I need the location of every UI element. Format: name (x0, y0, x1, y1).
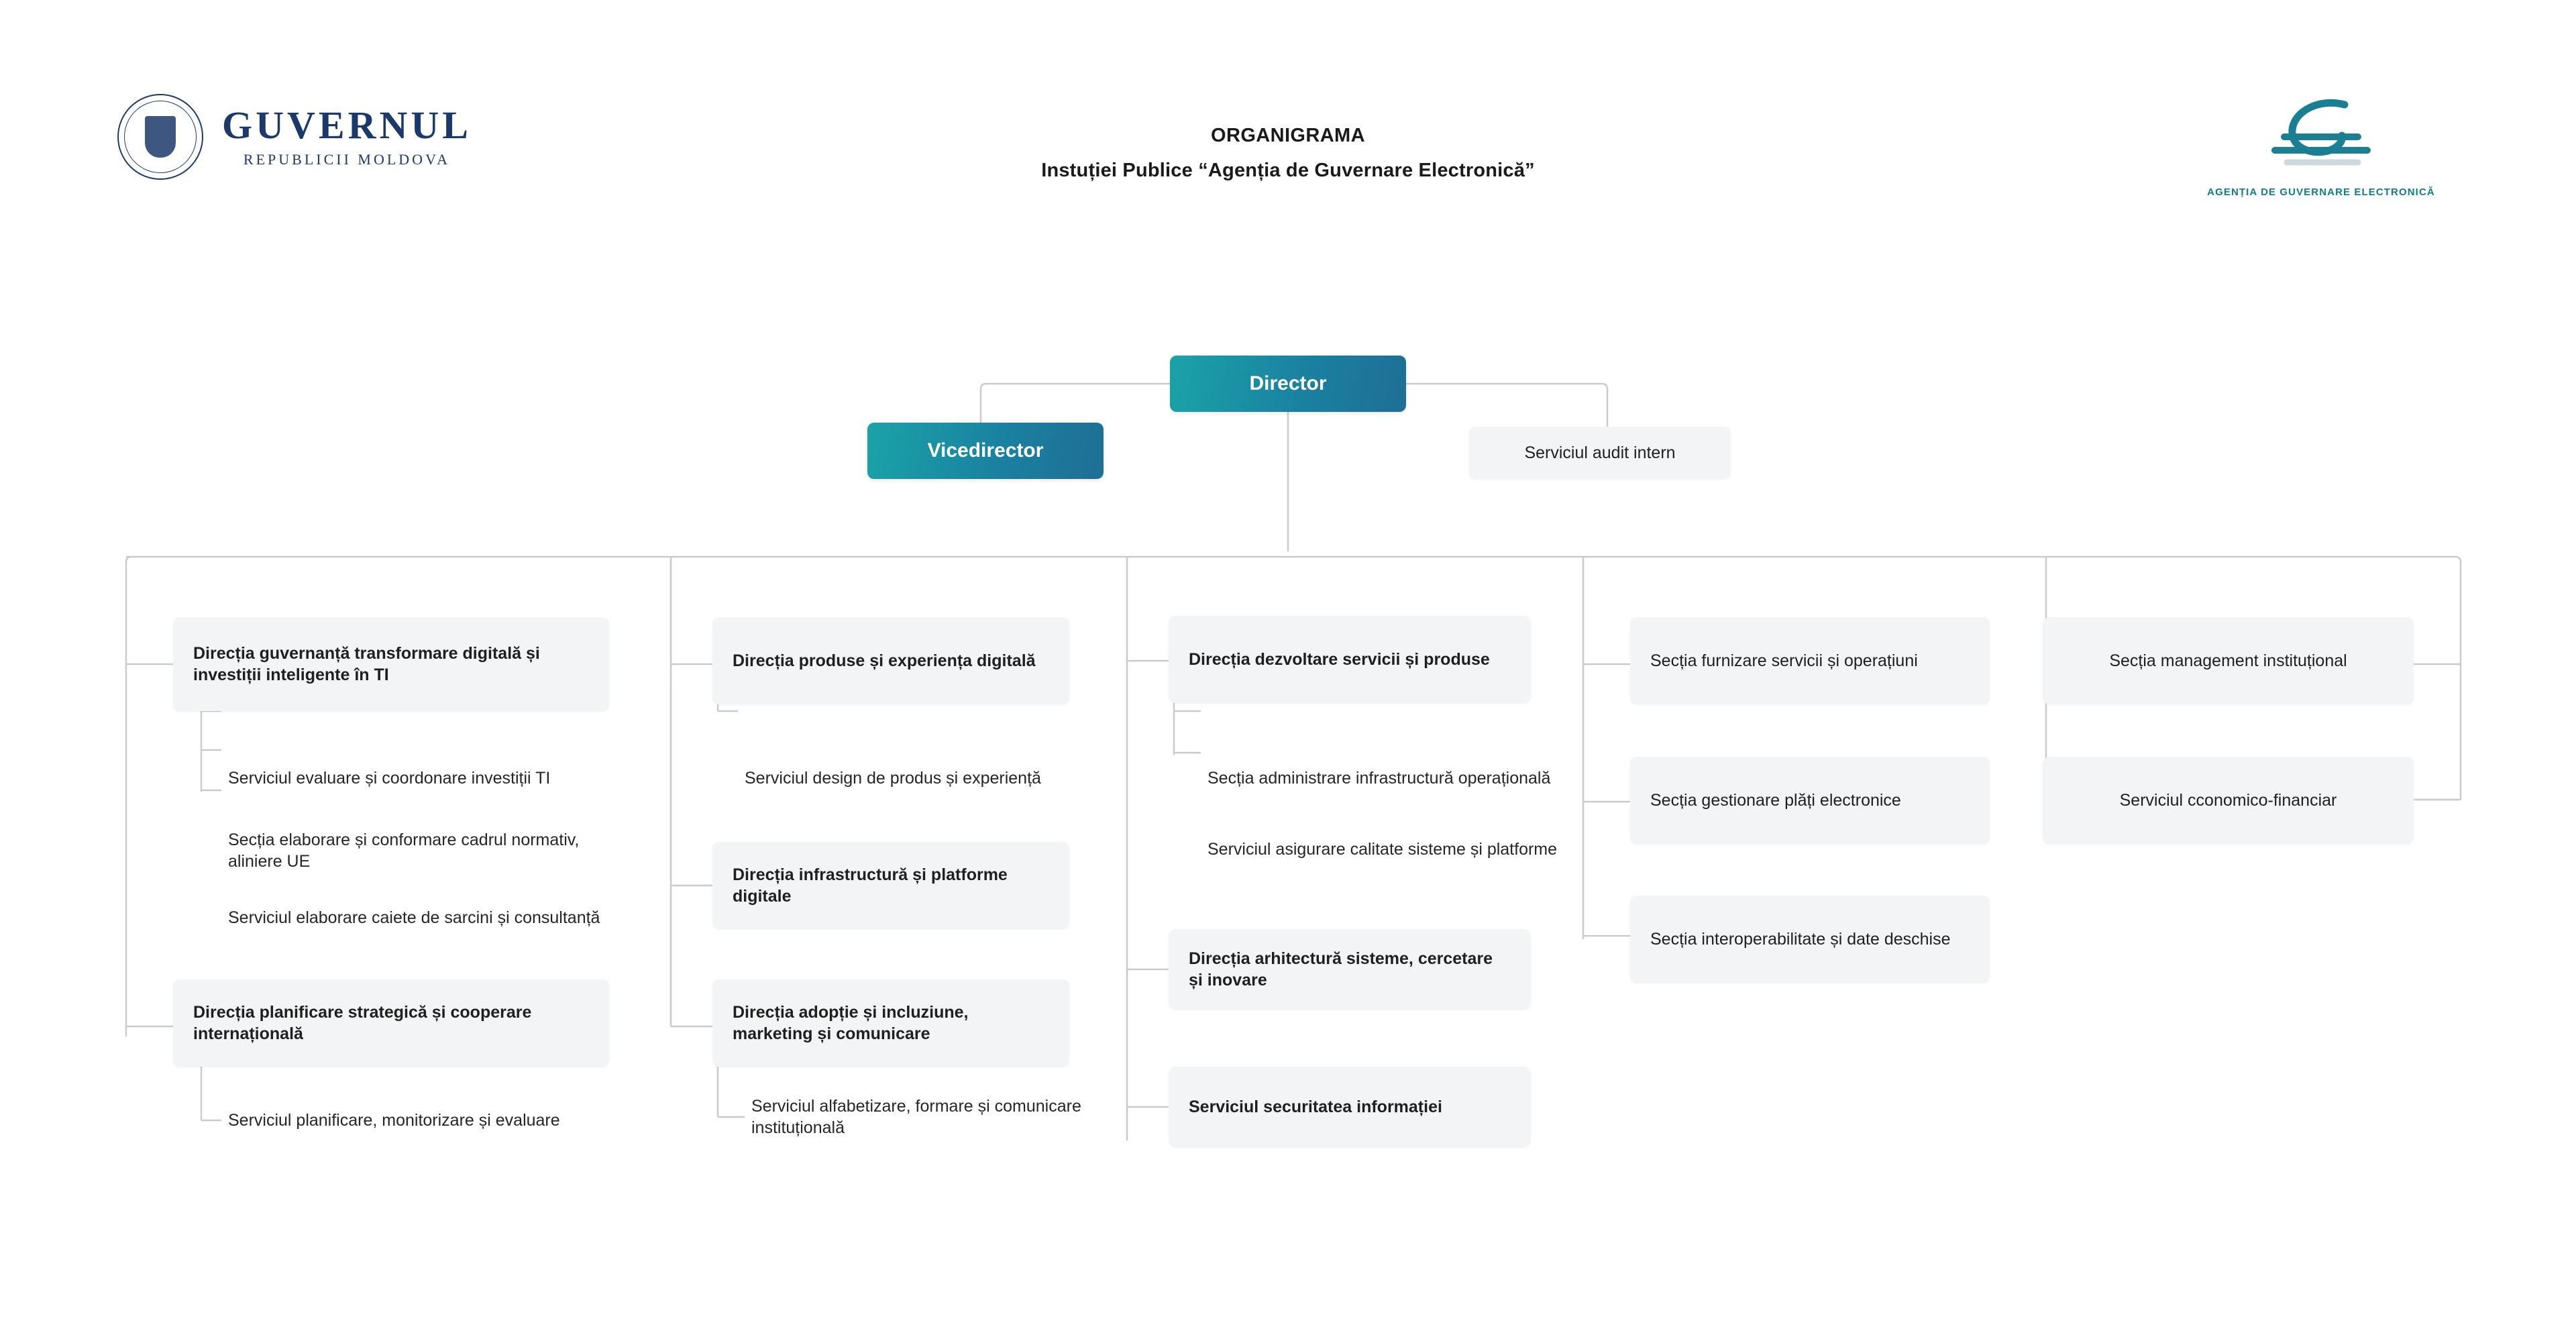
node-sectia-gestionare-plati-label: Secția gestionare plăți electronice (1650, 790, 1901, 810)
node-serviciul-planificare-monitorizare-label: Serviciul planificare, monitorizare și evaluare (228, 1110, 560, 1130)
node-directia-arhitectura-sisteme-label: Direcția arhitectură sisteme, cercetare și inovare (1189, 949, 1493, 990)
node-serviciul-securitatea-informatiei[interactable] (1169, 1067, 1531, 1147)
node-serviciul-securitatea-informatiei-label: Serviciul securitatea informației (1189, 1097, 1442, 1116)
node-directia-arhitectura-sisteme[interactable] (1169, 929, 1531, 1010)
government-logo-subtitle: REPUBLICII MOLDOVA (243, 151, 451, 168)
document-subtitle: Instuției Publice “Agenția de Guvernare Electronică” (1041, 160, 1535, 181)
node-sectia-administrare-infrastructura-label: Secția administrare infrastructură operațională (1208, 768, 1551, 788)
node-sectia-elaborare-cadru-normativ-label: Secția elaborare și conformare cadrul normativ, aliniere UE (228, 830, 580, 871)
node-serviciul-caiete-sarcini[interactable] (221, 892, 624, 943)
node-directia-guvernanta-label: Direcția guvernanță transformare digitală și investiții inteligente în TI (193, 643, 540, 684)
node-directia-dezvoltare-servicii-label: Direcția dezvoltare servicii și produse (1189, 649, 1490, 669)
node-director-label: Director (1249, 372, 1327, 394)
node-serviciul-asigurare-calitate-label: Serviciul asigurare calitate sisteme și platforme (1208, 839, 1558, 859)
node-sectia-elaborare-cadru-normativ[interactable] (221, 825, 624, 876)
node-vicedirector-label: Vicedirector (927, 439, 1044, 462)
node-directia-produse-experienta-label: Direcția produse și experiența digitală (733, 651, 1036, 670)
node-sectia-furnizare-servicii[interactable] (1630, 617, 1990, 704)
node-directia-produse-experienta[interactable] (712, 617, 1069, 704)
node-serviciul-design-produs[interactable] (738, 753, 1114, 804)
node-directia-planificare-strategica-label: Direcția planificare strategică și cooperare internațională (193, 1002, 532, 1043)
node-sectia-management-institutional-label: Secția management instituțional (2109, 651, 2347, 670)
node-directia-planificare-strategica[interactable] (173, 979, 609, 1067)
node-serviciul-design-produs-label: Serviciul design de produs și experiență (745, 768, 1041, 788)
node-serviciul-economico-financiar-label: Serviciul cconomico-financiar (2119, 790, 2337, 810)
node-serviciul-evaluare-investitii[interactable] (221, 753, 624, 804)
node-sectia-interoperabilitate-label: Secția interoperabilitate și date deschise (1650, 929, 1951, 949)
node-serviciul-asigurare-calitate[interactable] (1201, 824, 1576, 875)
node-serviciul-caiete-sarcini-label: Serviciul elaborare caiete de sarcini și consultanță (228, 908, 600, 927)
node-directia-adoptie-incluziune[interactable] (712, 979, 1069, 1067)
node-sectia-gestionare-plati[interactable] (1630, 757, 1990, 844)
node-directia-adoptie-incluziune-label: Direcția adopție și incluziune, marketing și comunicare (733, 1002, 969, 1043)
agency-logo-caption: AGENȚIA DE GUVERNARE ELECTRONICĂ (2207, 186, 2435, 198)
government-logo-title: GUVERNUL (222, 103, 472, 147)
node-sectia-management-institutional[interactable] (2043, 617, 2414, 704)
node-internal-audit-label: Serviciul audit intern (1524, 443, 1676, 462)
node-director[interactable] (1170, 356, 1406, 412)
node-directia-guvernanta[interactable] (173, 617, 609, 711)
node-internal-audit[interactable] (1469, 427, 1731, 479)
node-directia-dezvoltare-servicii[interactable] (1169, 616, 1531, 703)
document-title: ORGANIGRAMA (1211, 125, 1365, 146)
node-serviciul-alfabetizare[interactable] (745, 1090, 1134, 1144)
node-sectia-administrare-infrastructura[interactable] (1201, 753, 1576, 804)
node-sectia-interoperabilitate[interactable] (1630, 896, 1990, 983)
node-serviciul-alfabetizare-label: Serviciul alfabetizare, formare și comunicare instituțională (751, 1096, 1081, 1137)
node-directia-infrastructura-platforme-label: Direcția infrastructură și platforme digitale (733, 865, 1008, 906)
node-sectia-furnizare-servicii-label: Secția furnizare servicii și operațiuni (1650, 651, 1918, 670)
node-serviciul-evaluare-investitii-label: Serviciul evaluare și coordonare investiții TI (228, 768, 551, 788)
node-directia-infrastructura-platforme[interactable] (712, 842, 1069, 929)
node-vicedirector[interactable] (867, 423, 1104, 479)
node-serviciul-planificare-monitorizare[interactable] (221, 1095, 624, 1146)
node-serviciul-economico-financiar[interactable] (2043, 757, 2414, 844)
